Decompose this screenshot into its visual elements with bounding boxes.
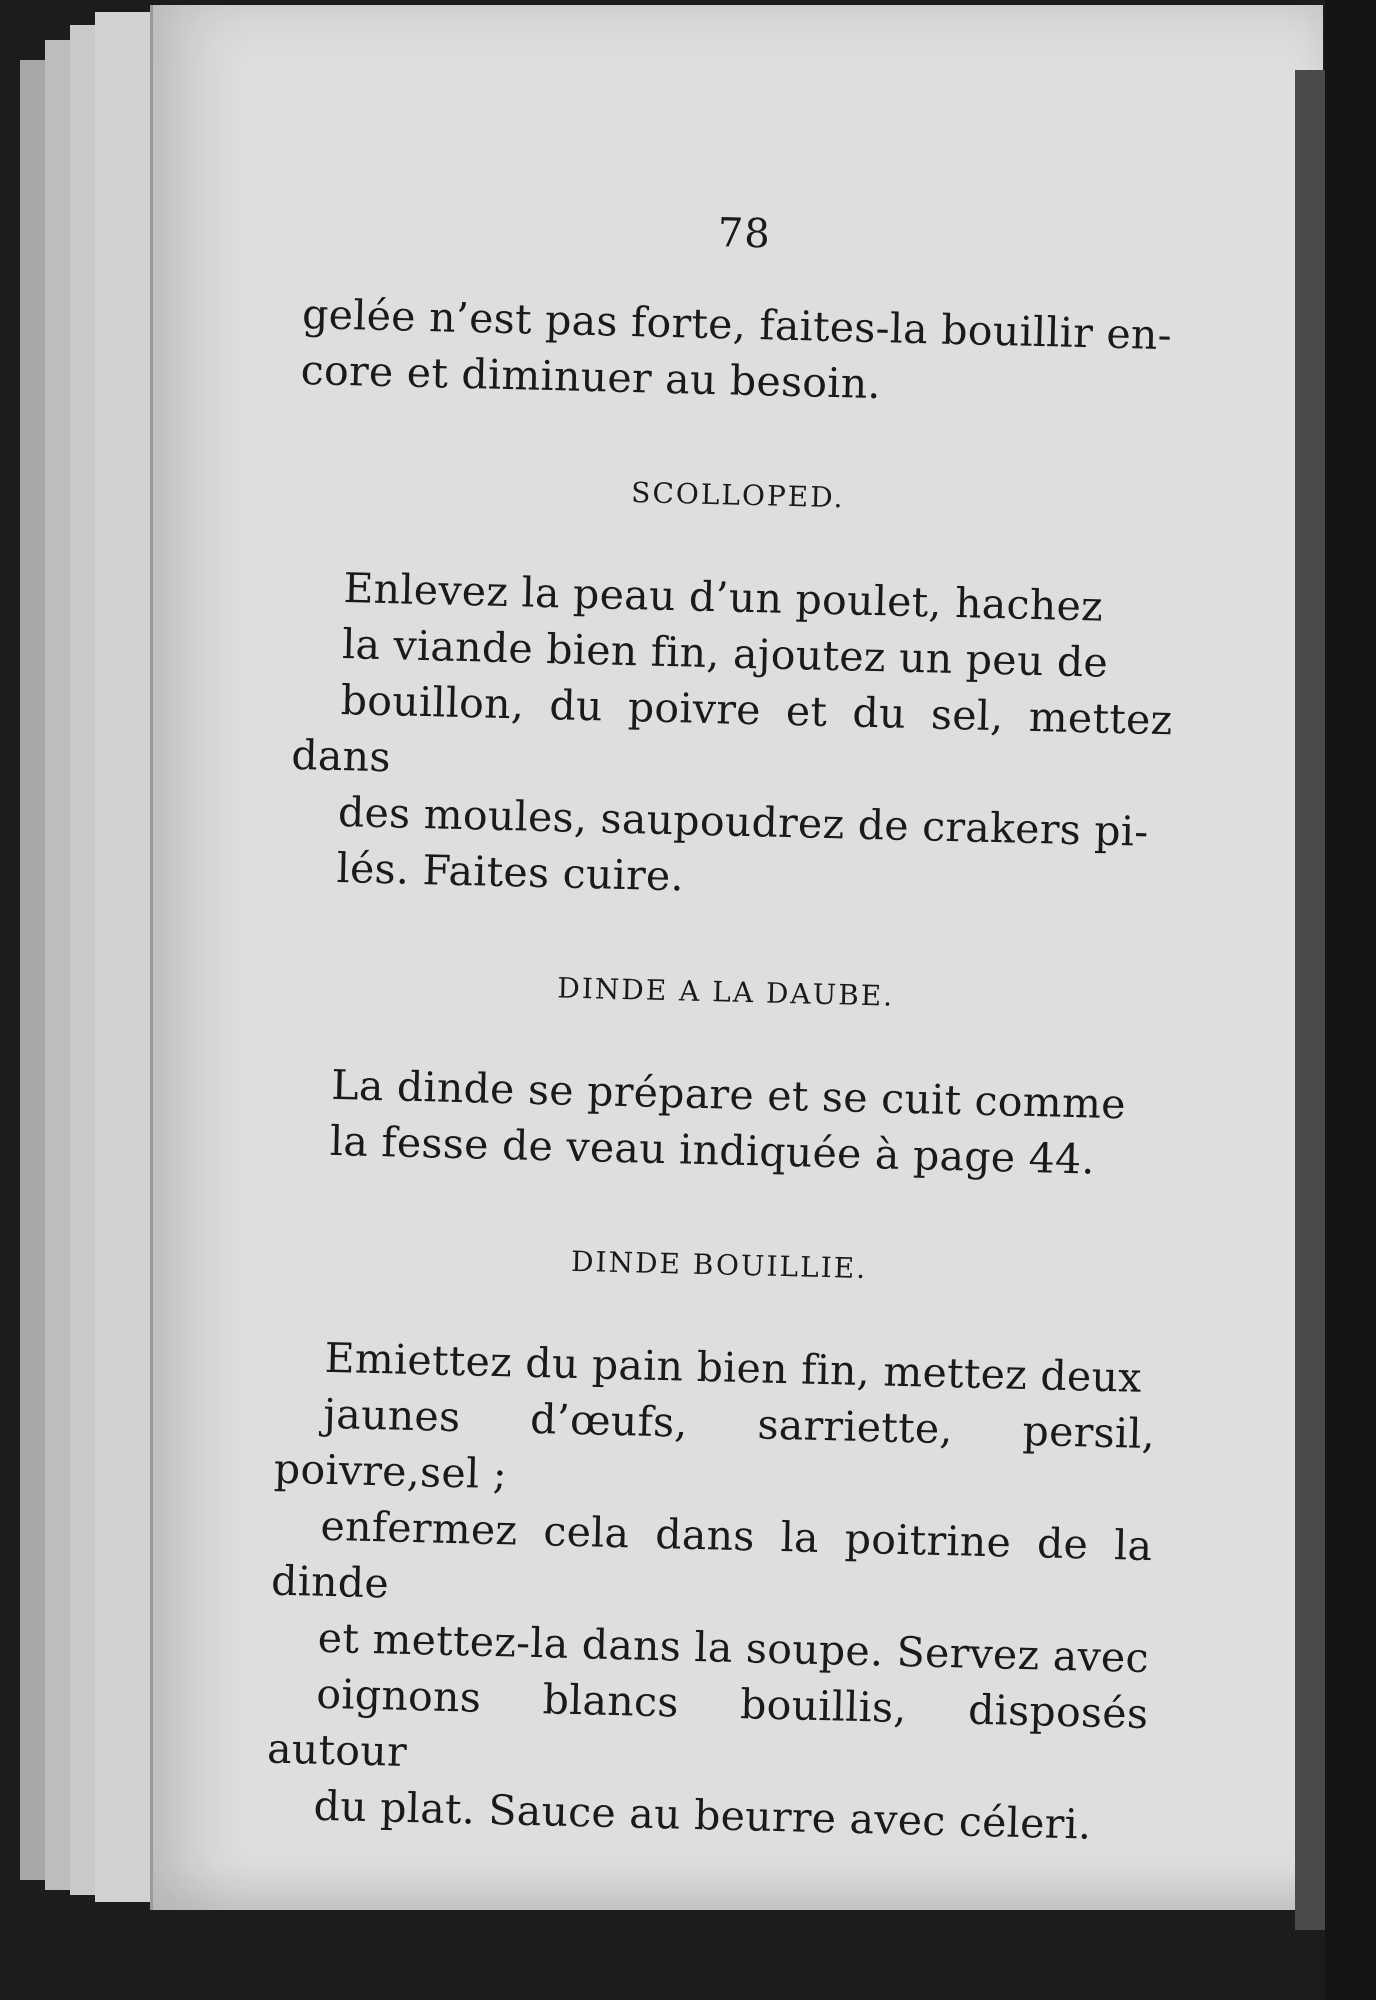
- text-line: enfermez cela dans la poitrine de la dinde: [270, 1501, 1153, 1608]
- text-line: des moules, saupoudrez de crakers pi-: [337, 787, 1150, 856]
- recipe-heading-scolloped: SCOLLOPED.: [630, 476, 845, 515]
- recipe-heading-dinde-bouillie: DINDE BOUILLIE.: [570, 1244, 868, 1286]
- page-text: [265, 200, 1185, 1854]
- text-line: Emiettez du pain bien fin, mettez deux: [324, 1333, 1143, 1402]
- text-line: La dinde se prépare et se cuit comme: [330, 1060, 1127, 1129]
- recipe-paragraph-dinde-bouillie: [265, 1329, 1157, 1854]
- text-line: Enlevez la peau d’un poulet, hachez: [342, 564, 1104, 631]
- book-spine: [1295, 70, 1325, 1930]
- text-line: du plat. Sauce au beurre avec céleri.: [313, 1781, 1092, 1849]
- text-line: la viande bien fin, ajoutez un peu de: [341, 620, 1109, 687]
- text-line: gelée n’est pas forte, faites-la bouillir en-: [301, 289, 1173, 360]
- text-line: et mettez-la dans la soupe. Servez avec: [317, 1613, 1150, 1683]
- text-line: la fesse de veau indiquée à page 44.: [329, 1116, 1096, 1184]
- page-number: 78: [717, 210, 772, 258]
- text-line: lés. Faites cuire.: [336, 843, 685, 901]
- recipe-heading-dinde-daube: DINDE A LA DAUBE.: [557, 971, 895, 1013]
- intro-paragraph: [300, 286, 1182, 419]
- recipe-paragraph-scolloped: [288, 559, 1176, 916]
- text-line: oignons blancs bouillis, disposés autour: [266, 1669, 1149, 1776]
- recipe-paragraph-dinde-daube: [281, 1056, 1163, 1189]
- text-line: bouillon, du poivre et du sel, mettez dans: [290, 676, 1174, 782]
- text-line: jaunes d’œufs, sarriette, persil, poivre,sel ;: [273, 1389, 1156, 1499]
- book-cover-edge: [1325, 0, 1376, 2000]
- text-line: core et diminuer au besoin.: [300, 345, 882, 409]
